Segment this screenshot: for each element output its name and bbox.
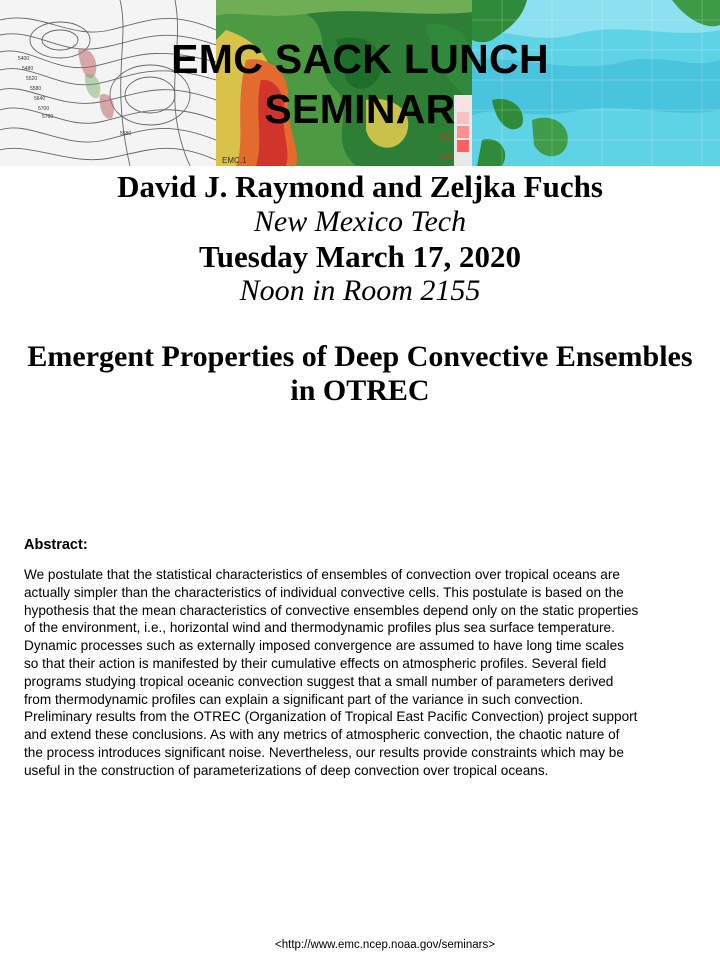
abstract-line: hypothesis that the mean characteristics of convective ensembles depend only on the static properties <box>24 602 639 618</box>
talk-title-line2: in OTREC <box>290 374 430 407</box>
abstract-line: programs studying tropical oceanic convection suggest that a small number of parameters derived <box>24 673 614 689</box>
presenters: David J. Raymond and Zeljka Fuchs <box>117 169 603 204</box>
abstract-line: We postulate that the statistical characteristics of ensembles of convection over tropical oceans are <box>24 567 620 582</box>
seminars-url[interactable]: <http://www.emc.ncep.noaa.gov/seminars> <box>275 939 495 951</box>
map-caption: EMC.1 <box>222 156 247 165</box>
banner-title <box>0 34 720 134</box>
contour-label: 5700 <box>38 106 50 112</box>
time-and-room: Noon in Room 2155 <box>239 274 481 307</box>
contour-label: 5480 <box>22 66 34 72</box>
abstract-label: Abstract: <box>24 537 88 553</box>
scale-label: 0.1 <box>440 152 453 162</box>
banner-title-line1: EMC SACK LUNCH <box>171 36 549 82</box>
affiliation: New Mexico Tech <box>253 205 467 238</box>
abstract-line: useful in the construction of parameterizations of deep convection over tropical oceans. <box>24 762 549 778</box>
banner-title-line2: SEMINAR <box>264 86 456 132</box>
contour-label: 5580 <box>120 131 132 137</box>
abstract-line: the process introduces significant noise. Nevertheless, our results provide constraints which may be <box>24 744 624 760</box>
abstract-line: so that their action is manifested by their cumulative effects on atmospheric profiles. Several field <box>24 655 607 671</box>
abstract-body <box>24 566 714 780</box>
abstract-line: Preliminary results from the OTREC (Organization of Tropical East Pacific Convection) project support <box>24 709 638 725</box>
abstract-line: of the environment, i.e., horizontal wind and thermodynamic profiles plus sea surface temperature. <box>24 620 615 636</box>
header-banner <box>0 0 720 166</box>
talk-title-line1: Emergent Properties of Deep Convective Ensembles <box>27 340 693 373</box>
abstract-line: Dynamic processes such as externally imposed convergence are assumed to have long time scales <box>24 638 624 654</box>
contour-label: 5400 <box>18 56 30 62</box>
contour-label: 5640 <box>34 96 46 102</box>
abstract-line: and extend these conclusions. As with any metrics of atmospheric convection, the chaotic nature of <box>24 727 620 743</box>
scale-label: 0.2 <box>440 132 453 142</box>
contour-label: 5580 <box>30 86 42 92</box>
abstract-line: actually simpler than the characteristics of individual convective cells. This postulate is based on the <box>24 584 624 600</box>
talk-title <box>0 340 720 408</box>
seminar-date: Tuesday March 17, 2020 <box>198 239 522 274</box>
contour-label: 5520 <box>26 76 38 82</box>
contour-label: 5760 <box>42 114 54 120</box>
abstract-line: from thermodynamic profiles can explain a significant part of the variance in such convection. <box>24 691 584 707</box>
